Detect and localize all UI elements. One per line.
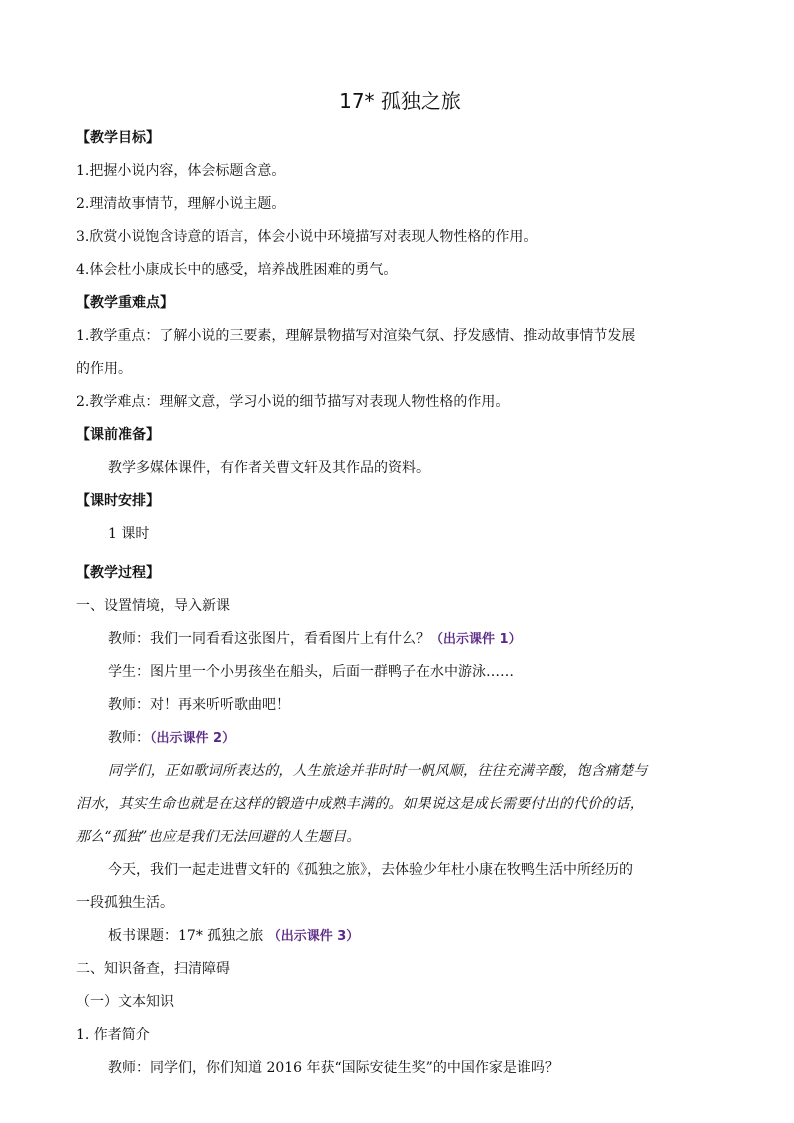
- courseware-cite-3: （出示课件 3）: [267, 929, 360, 944]
- schedule-text: 1 课时: [108, 526, 150, 542]
- keypoint-1-line-2: 的作用。: [76, 361, 132, 377]
- teacher-line-4: 教师：同学们，你们知道 2016 年获“国际安徒生奖”的中国作家是谁吗？: [108, 1060, 559, 1076]
- goal-item-2: 2.理清故事情节，理解小说主题。: [76, 196, 286, 212]
- teacher-line-1: [76, 623, 724, 656]
- subsection-1-heading: （一）文本知识: [76, 994, 174, 1010]
- paragraph-1-line-3: 那么“孤独”也应是我们无法回避的人生题目。: [76, 829, 361, 845]
- goals-heading: 【教学目标】: [76, 130, 160, 146]
- schedule-heading: 【课时安排】: [76, 493, 160, 509]
- student-line-1: 学生：图片里一个小男孩坐在船头，后面一群鸭子在水中游泳……: [108, 664, 514, 680]
- goal-item-1: 1.把握小说内容，体会标题含意。: [76, 163, 286, 179]
- process-heading: 【教学过程】: [76, 565, 160, 581]
- item-author-intro: 1. 作者简介: [76, 1027, 150, 1043]
- board-title-line: [76, 920, 724, 953]
- keypoints-heading: 【教学重难点】: [76, 295, 174, 311]
- teacher-line-3-text: 教师：: [108, 730, 150, 746]
- teacher-line-3: [76, 722, 724, 755]
- keypoint-1-line-1: 1.教学重点：了解小说的三要素，理解景物描写对渲染气氛、抒发感情、推动故事情节发展: [76, 328, 636, 344]
- paragraph-2-line-2: 一段孤独生活。: [76, 895, 174, 911]
- section-2-heading: 二、知识备查，扫清障碍: [76, 961, 230, 977]
- section-1-heading: 一、设置情境，导入新课: [76, 598, 230, 614]
- goal-item-4: 4.体会杜小康成长中的感受，培养战胜困难的勇气。: [76, 262, 398, 278]
- goal-item-3: 3.欣赏小说饱含诗意的语言，体会小说中环境描写对表现人物性格的作用。: [76, 229, 538, 245]
- board-title-text: 板书课题：17* 孤独之旅: [108, 928, 268, 944]
- paragraph-1-line-2: 泪水，其实生命也就是在这样的锻造中成熟丰满的。如果说这是成长需要付出的代价的话，: [76, 796, 644, 812]
- courseware-cite-2: （出示课件 2）: [150, 731, 236, 746]
- courseware-cite-1: （出示课件 1）: [430, 632, 522, 647]
- prep-heading: 【课前准备】: [76, 427, 160, 443]
- document-title: 17* 孤独之旅: [339, 89, 461, 113]
- teacher-line-2: 教师：对！再来听听歌曲吧！: [108, 697, 290, 713]
- prep-text: 教学多媒体课件，有作者关曹文轩及其作品的资料。: [108, 460, 430, 476]
- keypoint-2: 2.教学难点：理解文意，学习小说的细节描写对表现人物性格的作用。: [76, 394, 510, 410]
- paragraph-2-line-1: 今天，我们一起走进曹文轩的《孤独之旅》，去体验少年杜小康在牧鸭生活中所经历的: [108, 862, 633, 878]
- teacher-line-1-text: 教师：我们一同看看这张图片，看看图片上有什么？: [108, 631, 430, 647]
- paragraph-1-line-1: 同学们，正如歌词所表达的，人生旅途并非时时一帆风顺，往往充满辛酸，饱含痛楚与: [108, 763, 648, 779]
